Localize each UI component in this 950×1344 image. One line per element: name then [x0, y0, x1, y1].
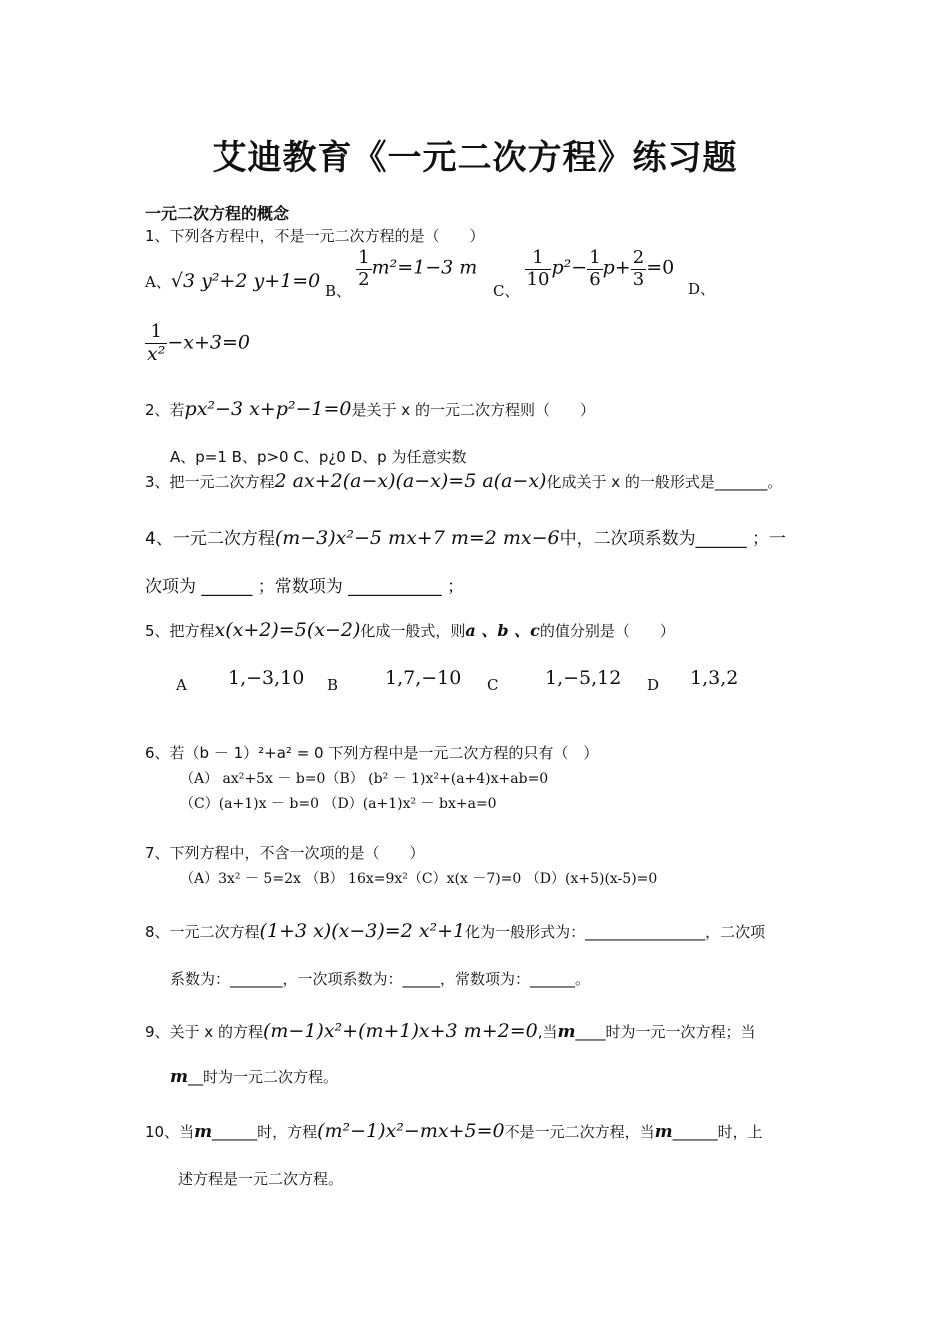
- question-8: 8、一元二次方程(1+3 x)(x−3)=2 x²+1化为一般形式为：________________，二次项: [145, 920, 766, 942]
- question-6-options-line-2: （C）(a+1)x － b=0 （D）(a+1)x² － bx+a=0: [180, 796, 497, 812]
- question-1-option-c: C、 $\frac{1}{10}$ p²− $\frac{1}{6}$ p+ $\frac{2}{3}$ =0: [493, 247, 675, 300]
- question-1-option-d: $\frac{1}{\text{x²}}$ −x+3=0: [147, 321, 250, 365]
- section-heading: 一元二次方程的概念: [145, 204, 290, 223]
- question-6-stem: 6、若（b － 1）²+a² = 0 下列方程中是一元二次方程的只有（ ）: [145, 744, 599, 762]
- question-5-option-c-label: C: [487, 676, 499, 694]
- question-6-options-line-1: （A） ax²+5x － b=0（B） (b² － 1)x²+(a+4)x+ab=0: [180, 771, 549, 787]
- question-5-option-a-label: A: [176, 676, 187, 694]
- question-1-stem: 1、下列各方程中，不是一元二次方程的是（ ）: [145, 227, 485, 245]
- question-5-option-a-value: 1,−3,10: [228, 667, 305, 689]
- question-4: 4、一元二次方程(m−3)x²−5 mx+7 m=2 mx−6中，二次项系数为______ ；一: [145, 527, 787, 549]
- question-5-option-b-label: B: [327, 676, 339, 694]
- question-3: 3、把一元二次方程2 ax+2(a−x)(a−x)=5 a(a−x)化成关于 x 的一般形式是_______。: [145, 470, 783, 492]
- question-4-line-2: 次项为 ______ ；常数项为 ___________ ；: [145, 577, 465, 597]
- question-5-option-b-value: 1,7,−10: [385, 667, 462, 689]
- question-1-option-a: A、√3 y²+2 y+1=0: [145, 270, 321, 292]
- question-10-line-2: 述方程是一元二次方程。: [178, 1170, 344, 1188]
- question-1-option-d-label: D、: [688, 280, 716, 298]
- question-9-line-2: m__时为一元二次方程。: [170, 1067, 339, 1087]
- question-1-option-b: B、 $\frac{1}{2}$ m²=1−3 m: [325, 247, 478, 300]
- question-8-line-2: 系数为：_______，一次项系数为：_____，常数项为：______。: [170, 970, 591, 988]
- question-5-option-c-value: 1,−5,12: [545, 667, 622, 689]
- question-2-options: A、p=1 B、p>0 C、p¿0 D、p 为任意实数: [170, 448, 467, 466]
- question-5: 5、把方程x(x+2)=5(x−2)化成一般式，则a 、b 、c的值分别是（ ）: [145, 619, 675, 641]
- question-7-stem: 7、下列方程中，不含一次项的是（ ）: [145, 844, 425, 862]
- question-9: 9、关于 x 的方程(m−1)x²+(m+1)x+3 m+2=0,当m____时为一元一次方程；当: [145, 1020, 756, 1042]
- question-2-stem: 2、若px²−3 x+p²−1=0是关于 x 的一元二次方程则（ ）: [145, 398, 595, 420]
- question-5-option-d-label: D: [647, 676, 660, 694]
- question-7-options: （A）3x² － 5=2x （B） 16x=9x²（C）x(x －7)=0 （D）(x+5)(x-5)=0: [180, 871, 658, 887]
- question-5-option-d-value: 1,3,2: [690, 667, 739, 689]
- question-10: 10、当m______时，方程(m²−1)x²−mx+5=0不是一元二次方程，当m______时，上: [145, 1120, 763, 1142]
- page-title: 艾迪教育《一元二次方程》练习题: [212, 138, 738, 178]
